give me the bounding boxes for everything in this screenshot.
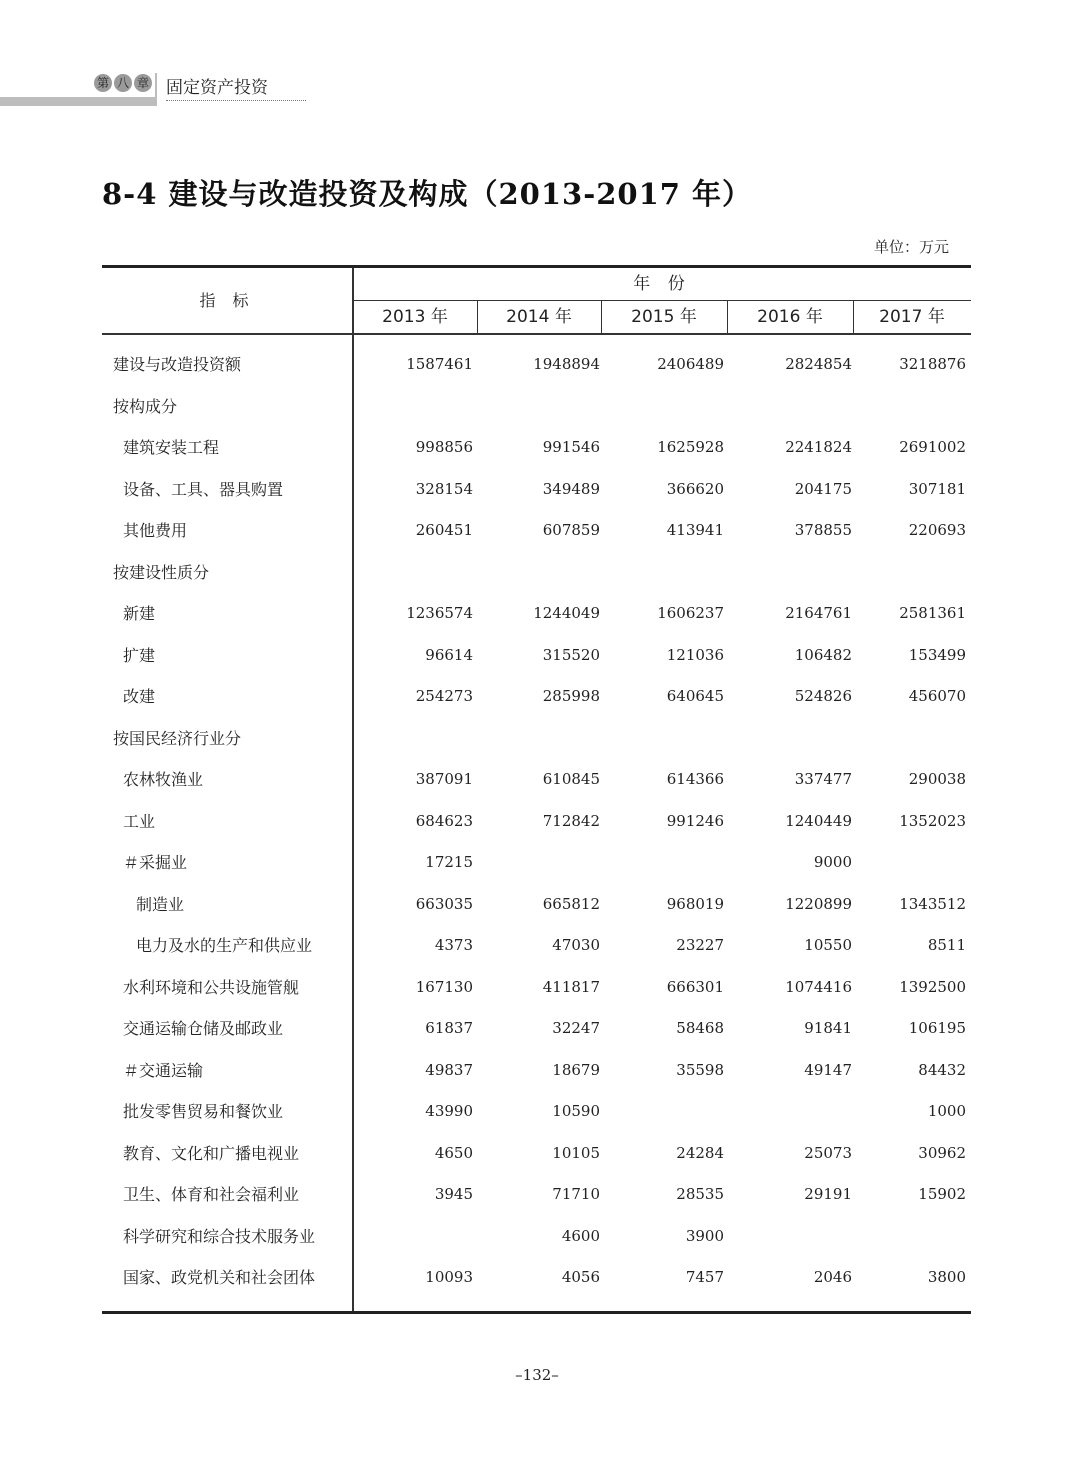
chapter-char: 章: [134, 74, 152, 92]
table-row: [102, 759, 971, 801]
cell-value: 607859: [542, 521, 600, 539]
cell-value: 4056: [561, 1268, 600, 1286]
cell-value: 2406489: [657, 355, 724, 373]
table-row: [102, 676, 971, 718]
cell-value: 1392500: [899, 977, 966, 996]
cell-value: 1240449: [785, 811, 852, 830]
page-number: –132–: [515, 1366, 559, 1384]
header-divider: [155, 73, 157, 106]
cell-value: 49147: [804, 1060, 852, 1079]
table-row: [102, 884, 971, 926]
cell-value: 10590: [552, 1102, 600, 1120]
cell-value: 290038: [908, 770, 966, 788]
table-bottom-rule: [102, 1311, 971, 1314]
row-label: 新建: [123, 604, 156, 623]
row-label: 工业: [123, 811, 156, 831]
table-row: [102, 469, 971, 511]
cell-value: 387091: [415, 770, 473, 788]
cell-value: 665812: [542, 894, 600, 913]
cell-value: 1000: [927, 1102, 966, 1120]
cell-value: 204175: [794, 479, 852, 498]
cell-value: 23227: [676, 936, 724, 954]
table-row: [102, 1133, 971, 1175]
cell-value: 456070: [908, 687, 966, 705]
row-label: ＃交通运输: [123, 1060, 204, 1080]
cell-value: 2691002: [899, 438, 966, 456]
row-label: 改建: [123, 687, 156, 706]
table-row: [102, 1257, 971, 1299]
cell-value: 991246: [666, 811, 724, 830]
indicator-header: 指 标: [199, 291, 255, 310]
cell-value: 1606237: [657, 604, 724, 622]
table-row: [102, 510, 971, 552]
row-label: 交通运输仓储及邮政业: [123, 1019, 284, 1038]
cell-value: 1625928: [657, 438, 724, 456]
table-row: [102, 925, 971, 967]
table-row: [102, 427, 971, 469]
cell-value: 285998: [542, 687, 600, 705]
row-label: 扩建: [123, 645, 156, 665]
cell-value: 24284: [676, 1143, 724, 1162]
cell-value: 3900: [685, 1226, 724, 1245]
table-row: [102, 1050, 971, 1092]
cell-value: 1074416: [785, 977, 852, 996]
cell-value: 3800: [927, 1268, 966, 1286]
cell-value: 524826: [794, 687, 852, 705]
section-title: 固定资产投资: [166, 73, 306, 101]
cell-value: 991546: [542, 438, 600, 456]
table-row: [102, 1091, 971, 1133]
table-row: [102, 718, 971, 760]
row-label: 农林牧渔业: [123, 770, 204, 789]
cell-value: 2241824: [785, 438, 852, 456]
cell-value: 91841: [804, 1019, 852, 1037]
row-label: ＃采掘业: [123, 853, 188, 872]
table-row: [102, 842, 971, 884]
cell-value: 8511: [927, 936, 966, 954]
row-label: 按国民经济行业分: [113, 728, 242, 748]
row-label: 卫生、体育和社会福利业: [123, 1185, 300, 1204]
cell-value: 10093: [425, 1268, 473, 1286]
table-row: [102, 552, 971, 594]
cell-value: 1244049: [533, 604, 600, 622]
table-row: [102, 593, 971, 635]
table-row: [102, 1008, 971, 1050]
cell-value: 640645: [666, 687, 724, 705]
year-column-header: 2017 年: [879, 307, 945, 327]
year-column-header: 2014 年: [506, 307, 572, 327]
cell-value: 968019: [666, 894, 724, 913]
cell-value: 106195: [908, 1019, 966, 1037]
cell-value: 58468: [676, 1019, 724, 1037]
year-header: 年 份: [633, 274, 691, 294]
cell-value: 17215: [425, 853, 473, 871]
header-bottom-rule: [102, 333, 971, 335]
cell-value: 2824854: [785, 355, 852, 373]
row-label: 按建设性质分: [113, 562, 210, 582]
cell-value: 328154: [415, 479, 473, 498]
cell-value: 2164761: [785, 604, 852, 622]
cell-value: 1352023: [899, 811, 966, 830]
table-row: [102, 801, 971, 843]
row-label: 教育、文化和广播电视业: [123, 1143, 300, 1163]
page-title: 8-4 建设与改造投资及构成（2013-2017 年）: [102, 177, 753, 211]
cell-value: 998856: [415, 438, 473, 456]
table-row: [102, 386, 971, 428]
cell-value: 61837: [425, 1019, 473, 1037]
cell-value: 4650: [434, 1143, 473, 1162]
row-label: 水利环境和公共设施管舰: [123, 977, 300, 997]
cell-value: 349489: [542, 479, 600, 498]
row-label: 设备、工具、器具购置: [123, 479, 284, 499]
cell-value: 684623: [415, 811, 473, 830]
chapter-badge: [94, 74, 152, 92]
cell-value: 1343512: [899, 894, 966, 913]
cell-value: 28535: [676, 1185, 724, 1203]
row-label: 其他费用: [123, 521, 188, 540]
row-label: 电力及水的生产和供应业: [136, 936, 313, 955]
cell-value: 1236574: [406, 604, 473, 622]
year-column-header: 2013 年: [382, 307, 448, 327]
cell-value: 2581361: [899, 604, 966, 622]
row-label: 按构成分: [113, 396, 178, 416]
row-label: 国家、政党机关和社会团体: [123, 1268, 316, 1287]
cell-value: 153499: [908, 645, 966, 664]
cell-value: 4600: [561, 1226, 600, 1245]
cell-value: 366620: [666, 479, 724, 498]
year-column-header: 2016 年: [757, 307, 823, 327]
cell-value: 337477: [794, 770, 852, 788]
table-row: [102, 1174, 971, 1216]
cell-value: 35598: [676, 1060, 724, 1079]
cell-value: 32247: [552, 1019, 600, 1037]
cell-value: 47030: [552, 936, 600, 954]
cell-value: 3218876: [899, 355, 966, 373]
cell-value: 610845: [542, 770, 600, 788]
cell-value: 413941: [666, 521, 724, 539]
cell-value: 378855: [794, 521, 852, 539]
cell-value: 29191: [804, 1185, 852, 1203]
cell-value: 411817: [542, 977, 600, 996]
cell-value: 1587461: [406, 355, 473, 373]
row-label: 科学研究和综合技术服务业: [123, 1226, 316, 1246]
cell-value: 10105: [552, 1143, 600, 1162]
cell-value: 315520: [542, 645, 600, 664]
cell-value: 260451: [415, 521, 473, 539]
cell-value: 84432: [918, 1060, 966, 1079]
row-label: 建设与改造投资额: [113, 355, 242, 374]
cell-value: 663035: [415, 894, 473, 913]
cell-value: 167130: [415, 977, 473, 996]
cell-value: 96614: [425, 645, 473, 664]
cell-value: 7457: [685, 1268, 724, 1286]
table-row: [102, 967, 971, 1009]
table-row: [102, 344, 971, 386]
cell-value: 43990: [425, 1102, 473, 1120]
row-label: 建筑安装工程: [123, 438, 220, 457]
cell-value: 614366: [666, 770, 724, 788]
cell-value: 4373: [434, 936, 473, 954]
cell-value: 15902: [918, 1185, 966, 1203]
table-row: [102, 1216, 971, 1258]
cell-value: 106482: [794, 645, 852, 664]
cell-value: 1948894: [533, 355, 600, 373]
cell-value: 30962: [918, 1143, 966, 1162]
row-label: 制造业: [136, 894, 185, 914]
cell-value: 712842: [542, 811, 600, 830]
chapter-char: 八: [114, 74, 132, 92]
chapter-char: 第: [94, 74, 112, 92]
cell-value: 121036: [666, 645, 724, 664]
header-bar: [0, 97, 155, 106]
cell-value: 254273: [415, 687, 473, 705]
row-label: 批发零售贸易和餐饮业: [123, 1102, 284, 1121]
table-row: [102, 635, 971, 677]
cell-value: 1220899: [785, 894, 852, 913]
year-column-header: 2015 年: [631, 307, 697, 327]
cell-value: 220693: [908, 521, 966, 539]
cell-value: 666301: [666, 977, 724, 996]
cell-value: 71710: [552, 1185, 600, 1203]
cell-value: 18679: [552, 1060, 600, 1079]
cell-value: 9000: [813, 853, 852, 871]
cell-value: 3945: [434, 1185, 473, 1203]
cell-value: 10550: [804, 936, 852, 954]
unit-label: 单位：万元: [874, 238, 950, 256]
cell-value: 307181: [908, 479, 966, 498]
cell-value: 25073: [804, 1143, 852, 1162]
cell-value: 2046: [813, 1268, 852, 1286]
cell-value: 49837: [425, 1060, 473, 1079]
